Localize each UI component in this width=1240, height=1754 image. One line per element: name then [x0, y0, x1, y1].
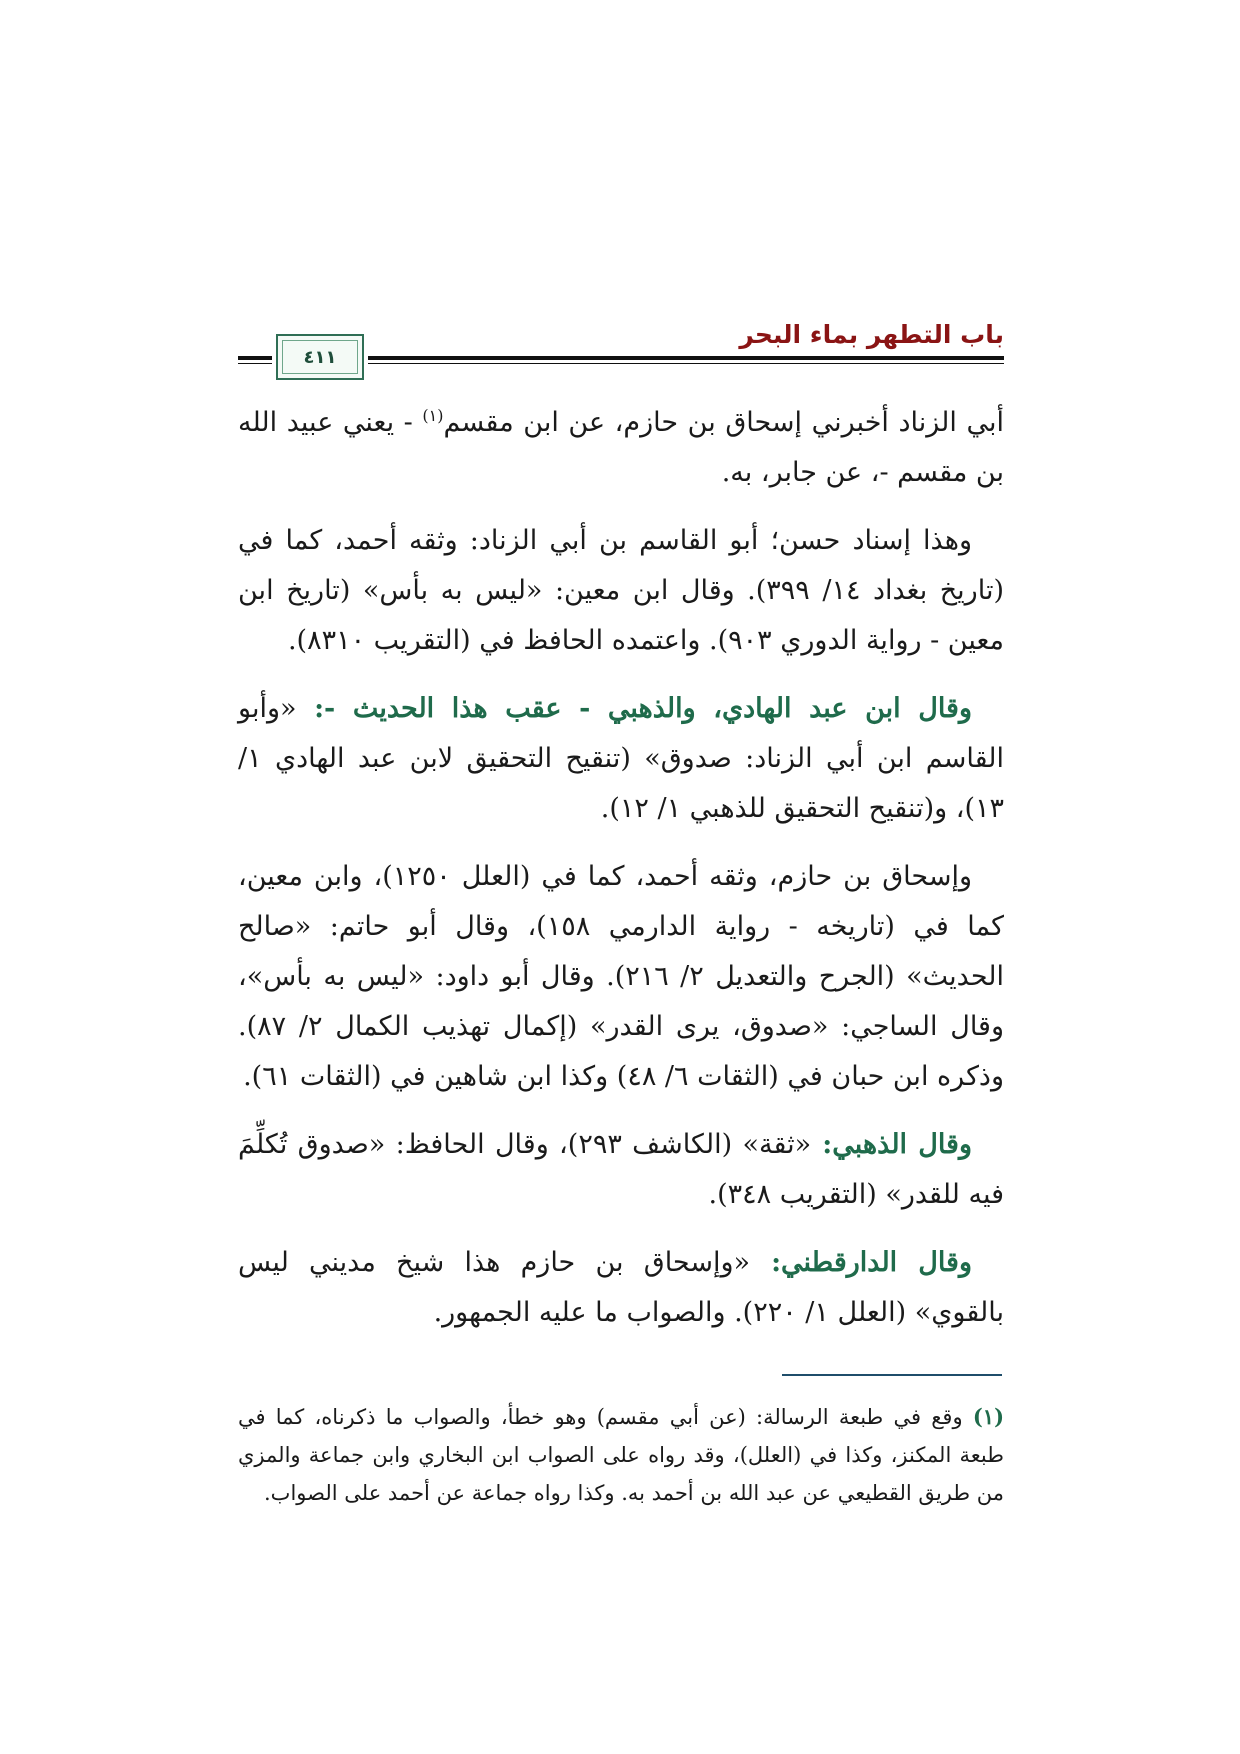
paragraph-2 [238, 516, 1004, 666]
footnote-1 [238, 1398, 1004, 1512]
paragraph-text: «وإسحاق بن حازم هذا شيخ مديني ليس بالقوي» (العلل ١/ ٢٢٠). والصواب ما عليه الجمهور. [238, 1247, 1004, 1328]
header-rule [368, 356, 1004, 366]
page-number: ٤١١ [303, 346, 337, 368]
paragraph-lead: وقال ابن عبد الهادي، والذهبي - عقب هذا الحديث -: [296, 693, 972, 724]
page-number-badge [276, 334, 364, 380]
paragraph-text: - يعني عبيد الله بن مقسم -، عن جابر، به. [238, 407, 1004, 488]
paragraph-5 [238, 1120, 1004, 1220]
footnote-marker: (١) [972, 1404, 1004, 1429]
page-header [238, 318, 1004, 378]
footnotes [238, 1398, 1004, 1530]
paragraph-4 [238, 852, 1004, 1102]
paragraph-text: وإسحاق بن حازم، وثقه أحمد، كما في (العلل ١٢٥٠)، وابن معين، كما في (تاريخه - رواية الدارمي ١٥٨)، وقال أبو حاتم: «صالح الحديث» (الجرح والتعديل ٢/ ٢١٦). وقال أبو داود: «ليس به بأس»، وقال الساجي: «صدوق، يرى القدر» (إكمال تهذيب الكمال ٢/ ٨٧). وذكره ابن حبان في (الثقات ٦/ ٤٨) وكذا ابن شاهين في (الثقات ٦١). [238, 861, 1004, 1092]
footnote-separator [782, 1374, 1002, 1376]
paragraph-lead: وقال الذهبي: [811, 1129, 972, 1160]
paragraph-1 [238, 398, 1004, 498]
footnote-reference: (١) [422, 406, 444, 425]
paragraph-6 [238, 1238, 1004, 1338]
chapter-title: باب التطهر بماء البحر [739, 320, 1004, 349]
header-rule-left [238, 356, 272, 366]
paragraph-text: أبي الزناد أخبرني إسحاق بن حازم، عن ابن مقسم [443, 407, 1004, 438]
paragraph-3 [238, 684, 1004, 834]
paragraph-text: «وأبو القاسم ابن أبي الزناد: صدوق» (تنقيح التحقيق لابن عبد الهادي ١/ ١٣)، و(تنقيح التحقيق للذهبي ١/ ١٢). [238, 693, 1004, 824]
paragraph-lead: وقال الدارقطني: [750, 1247, 972, 1278]
paragraph-text: «ثقة» (الكاشف ٢٩٣)، وقال الحافظ: «صدوق تُكلِّمَ فيه للقدر» (التقريب ٣٤٨). [238, 1129, 1004, 1210]
footnote-text: وقع في طبعة الرسالة: (عن أبي مقسم) وهو خطأ، والصواب ما ذكرناه، كما في طبعة المكنز، وكذا في (العلل)، وقد رواه على الصواب ابن البخاري وابن جماعة والمزي من طريق القطيعي عن عبد الله بن أحمد به. وكذا رواه جماعة عن أحمد على الصواب. [238, 1405, 1004, 1505]
main-text [238, 398, 1004, 1356]
paragraph-text: وهذا إسناد حسن؛ أبو القاسم بن أبي الزناد: وثقه أحمد، كما في (تاريخ بغداد ١٤/ ٣٩٩). وقال ابن معين: «ليس به بأس» (تاريخ ابن معين - رواية الدوري ٩٠٣). واعتمده الحافظ في (التقريب ٨٣١٠). [238, 525, 1004, 656]
